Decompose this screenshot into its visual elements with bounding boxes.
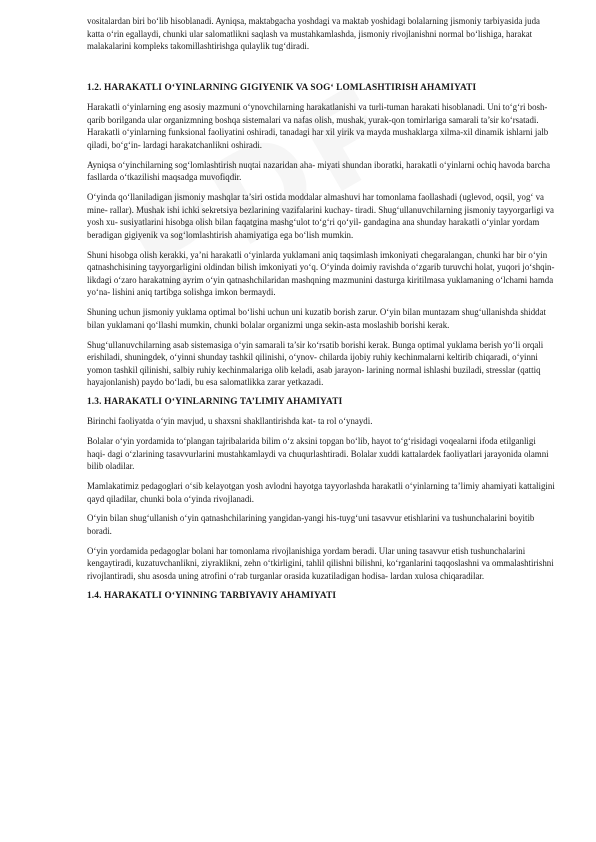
section-1-3-paragraph: O‘yin yordamida pedagoglar bolani har tomonlama rivojlanishiga yordam beradi. Ular uning tasavvur etish tushunchalarini kengaytiradi, kuzatuvchanlikni, ziyraklikni, zehn o‘tkirligini, tahlil qilishni bilishni, ko‘rganlarini taqqoslashni va ommalashtirishni rivojlantiradi, shu asosda uning atrofini o‘rab turganlar orasida kuzatiladigan hodisa- lardan xulosa chiqaradilar. <box>87 545 554 581</box>
document-page <box>87 15 555 609</box>
section-heading-1-4: 1.4. HARAKATLI O‘YINNING TARBIYAVIY AHAMIYATI <box>87 590 337 601</box>
section-1-2-paragraph: Harakatli o‘yinlarning eng asosiy mazmuni o‘ynovchilarning harakatlanishi va turli-tuman harakati hisoblanadi. Uni to‘g‘ri bosh- qarib borilganda ular organizmning boshqa sistemalari va nafas olish, mushak, yurak-qon tomirlariga samarali ta’sir ko‘rsatadi. Harakatli o‘yinlarning funksional faoliyatini oshiradi, tanadagi har xil yirik va mayda mushaklarga xilma-xil dinamik ishlarni jalb qiladi, bo‘g‘in- lardagi harakatchanlikni oshiradi. <box>87 102 549 150</box>
section-spacer <box>87 60 555 82</box>
section-1-3-paragraph: O‘yin bilan shug‘ullanish o‘yin qatnashchilarining yangidan-yangi his-tuyg‘uni tasavvur etishlarini va tushunchalarini boyitib boradi. <box>87 513 535 536</box>
section-1-2-paragraph: O‘yinda qo‘llaniladigan jismoniy mashqlar ta’siri ostida moddalar almashuvi har tomonlama faollashadi (uglevod, oqsil, yog‘ va mine- rallar). Mushak ishi ichki sekretsiya bezlarining vazifalarini kuchay- tiradi. Shug‘ullanuvchilarning jismoniy tayyorgarligi va yosh xu- susiyatlarini hisobga olish bilan faqatgina mashg‘ulot to‘g‘ri qo‘yil- gandagina ana shunday harakatli o‘yinlar yordam beradigan gigiyenik va sog‘lomlashtirish ahamiyatiga ega bo‘lish mumkin. <box>87 192 554 240</box>
section-heading-1-3: 1.3. HARAKATLI O‘YINLARNING TA’LIMIY AHAMIYATI <box>87 397 343 408</box>
section-1-3-paragraph: Mamlakatimiz pedagoglari o‘sib kelayotgan yosh avlodni hayotga tayyorlashda harakatli o‘yinlarning ta’limiy ahamiyati kattaligini qayd qiladilar, chunki bola o‘yinda rivojlanadi. <box>87 480 555 504</box>
intro-paragraph: vositalardan biri bo‘lib hisoblanadi. Ayniqsa, maktabgacha yoshdagi va maktab yoshidagi bolalarning jismoniy tarbiyasida juda katta o‘rin egallaydi, chunki ular salomatlikni saqlash va mustahkamlashda, jismoniy rivojlanishni normal bo‘lishiga, harakat malakalarini kompleks takomillashtirishga qulaylik tug‘diradi. <box>87 16 540 52</box>
section-1-2-paragraph: Shuni hisobga olish kerakki, ya’ni harakatli o‘yinlarda yuklamani aniq taqsimlash imkoniyati chegaralangan, chunki har bir o‘yin qatnashchisining tayyorgarligini oldindan bilish imkoniyati yo‘q. O‘yinda doimiy ravishda o‘zgarib turuvchi holat, yuqori jo‘shqin- likdagi o‘zaro harakatning ayrim o‘yin qatnashchilaridan mashqning mazmunini dasturga kiritilmasa yuklamaning o‘lchami hamda yo‘na- lishini aniq tartibga solishga imkon bermaydi. <box>87 249 555 298</box>
section-heading-1-2: 1.2. HARAKATLI O‘YINLARNING GIGIYENIK VA SOG‘ LOMLASHTIRISH AHAMIYATI <box>87 82 477 93</box>
section-1-3-paragraph: Bolalar o‘yin yordamida to‘plangan tajribalarida bilim o‘z aksini topgan bo‘lib, hayot to‘g‘risidagi voqealarni ifoda etilganligi haqi- dagi o‘zlarining tasavvurlarini mustahkamlaydi va chuqurlashtiradi. Bolalar xuddi kattalardek faoliyatlari jarayonida olamni bilib oladilar. <box>87 435 549 472</box>
section-1-2-paragraph: Shug‘ullanuvchilarning asab sistemasiga o‘yin samarali ta’sir ko‘rsatib borishi kerak. Bunga optimal yuklama berish yo‘li orqali erishiladi, shuningdek, o‘yinni shunday tashkil qilinishi, o‘ynov- chilarda ijobiy ruhiy kechinmalarni keltirib chiqaradi, o‘yinni yomon tashkil qilinishi, salbiy ruhiy kechinmalariga olib keladi, asab jarayon- larining normal ishlashi buziladi, stresslar (qattiq hayajonlanish) paydo bo‘ladi, bu esa salomatlikka zarar yetkazadi. <box>87 339 544 388</box>
section-1-2-paragraph: Ayniqsa o‘yinchilarning sog‘lomlashtirish nuqtai nazaridan aha- miyati shundan iboratki, harakatli o‘yinlarni ochiq havoda barcha fasllarda o‘tkazilishi maqsadga muvofiqdir. <box>87 159 551 183</box>
section-1-2-paragraph: Shuning uchun jismoniy yuklama optimal bo‘lishi uchun uni kuzatib borish zarur. O‘yin bilan muntazam shug‘ullanishda shiddat bilan yuklamani qo‘llashi mumkin, chunki bolalar organizmi unga sekin-asta moslashib borishi kerak. <box>87 307 546 330</box>
section-1-3-paragraph: Birinchi faoliyatda o‘yin mavjud, u shaxsni shakllantirishda kat- ta rol o‘ynaydi. <box>87 416 373 427</box>
